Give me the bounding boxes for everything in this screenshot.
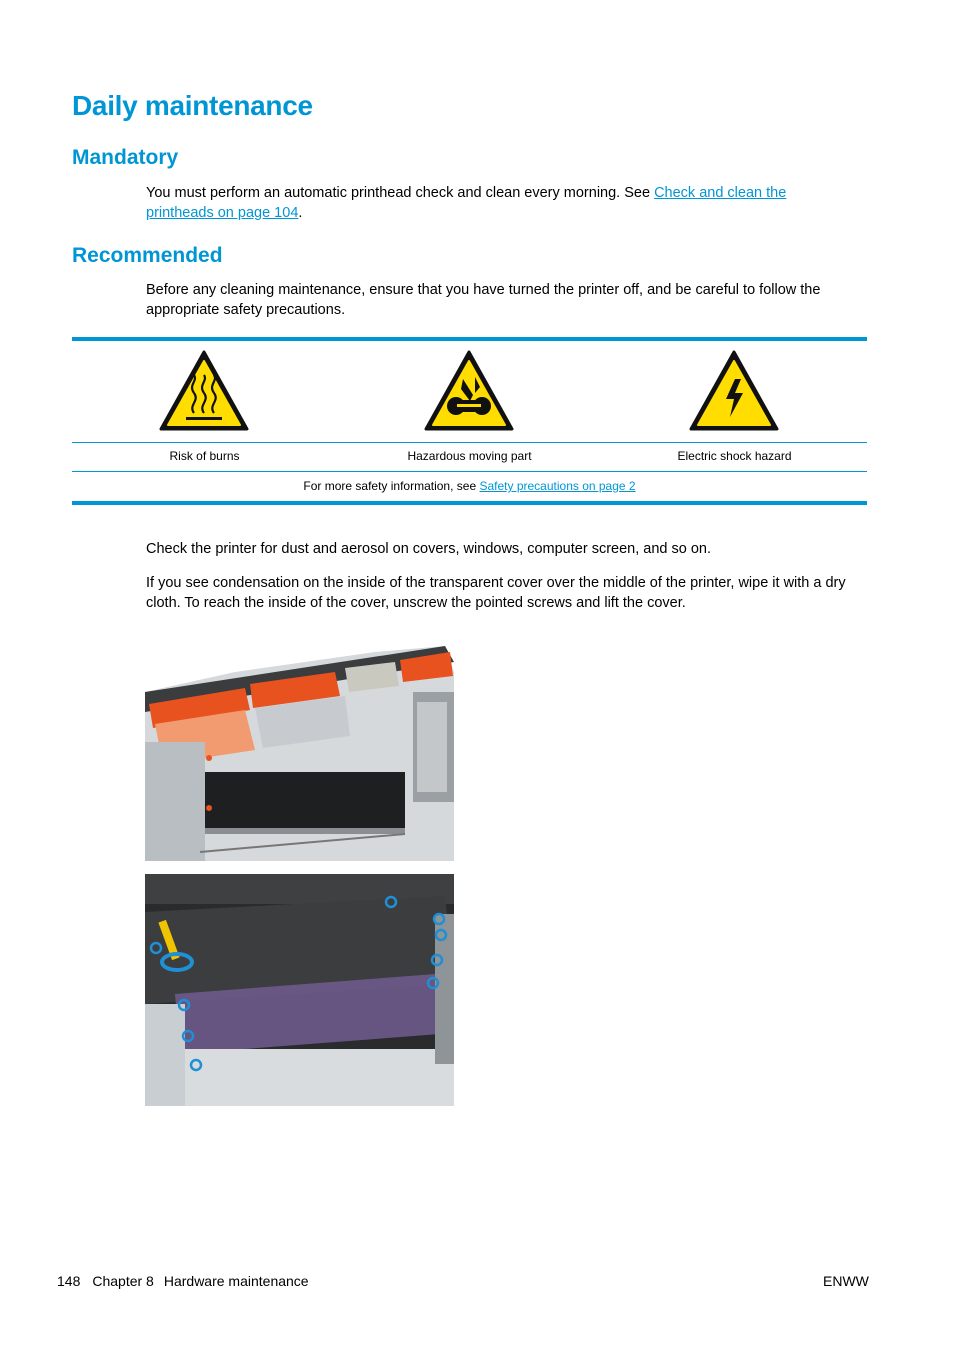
electric-shock-label: Electric shock hazard: [677, 449, 792, 463]
hazardous-moving-part-label: Hazardous moving part: [407, 449, 532, 463]
moving-part-warning-icon: [423, 349, 515, 433]
footnote-text: For more safety information, see: [303, 479, 480, 493]
mandatory-paragraph: [146, 184, 856, 223]
recommended-paragraph: Before any cleaning maintenance, ensure that you have turned the printer off, and be careful to follow the appropriate safety precautions.: [146, 282, 821, 318]
printer-overview-image: [145, 632, 454, 861]
page-footer-left: [57, 1273, 309, 1289]
dust-paragraph: Check the printer for dust and aerosol on covers, windows, computer screen, and so on.: [146, 541, 711, 557]
heat-warning-icon: [158, 349, 250, 433]
chapter-label: Chapter 8: [92, 1273, 154, 1289]
chapter-title: Hardware maintenance: [163, 1273, 309, 1289]
mandatory-heading: Mandatory: [72, 146, 179, 169]
risk-of-burns-label: Risk of burns: [169, 449, 240, 463]
safety-precautions-link[interactable]: Safety precautions on page 2: [479, 479, 636, 493]
mandatory-text: You must perform an automatic printhead check and clean every morning. See: [146, 185, 655, 201]
recommended-heading: Recommended: [72, 244, 223, 267]
safety-footnote: [72, 479, 867, 493]
table-rule-2: [72, 471, 867, 472]
condensation-paragraph: If you see condensation on the inside of the transparent cover over the middle of the printer, wipe it with a dry cloth. To reach the inside of the cover, unscrew the pointed screws and lift the cover.: [146, 575, 846, 611]
table-rule-1: [72, 442, 867, 443]
page-footer-right: ENWW: [823, 1273, 869, 1289]
table-bottom-rule: [72, 501, 867, 505]
mandatory-period: .: [298, 204, 303, 221]
page-number: 148: [57, 1273, 81, 1289]
printhead-clean-link[interactable]: Check and clean the printheads on page 104: [146, 185, 787, 221]
electric-shock-warning-icon: [688, 349, 780, 433]
table-top-rule: [72, 337, 867, 341]
page-title: Daily maintenance: [72, 90, 313, 121]
cover-screws-image: [145, 874, 454, 1106]
